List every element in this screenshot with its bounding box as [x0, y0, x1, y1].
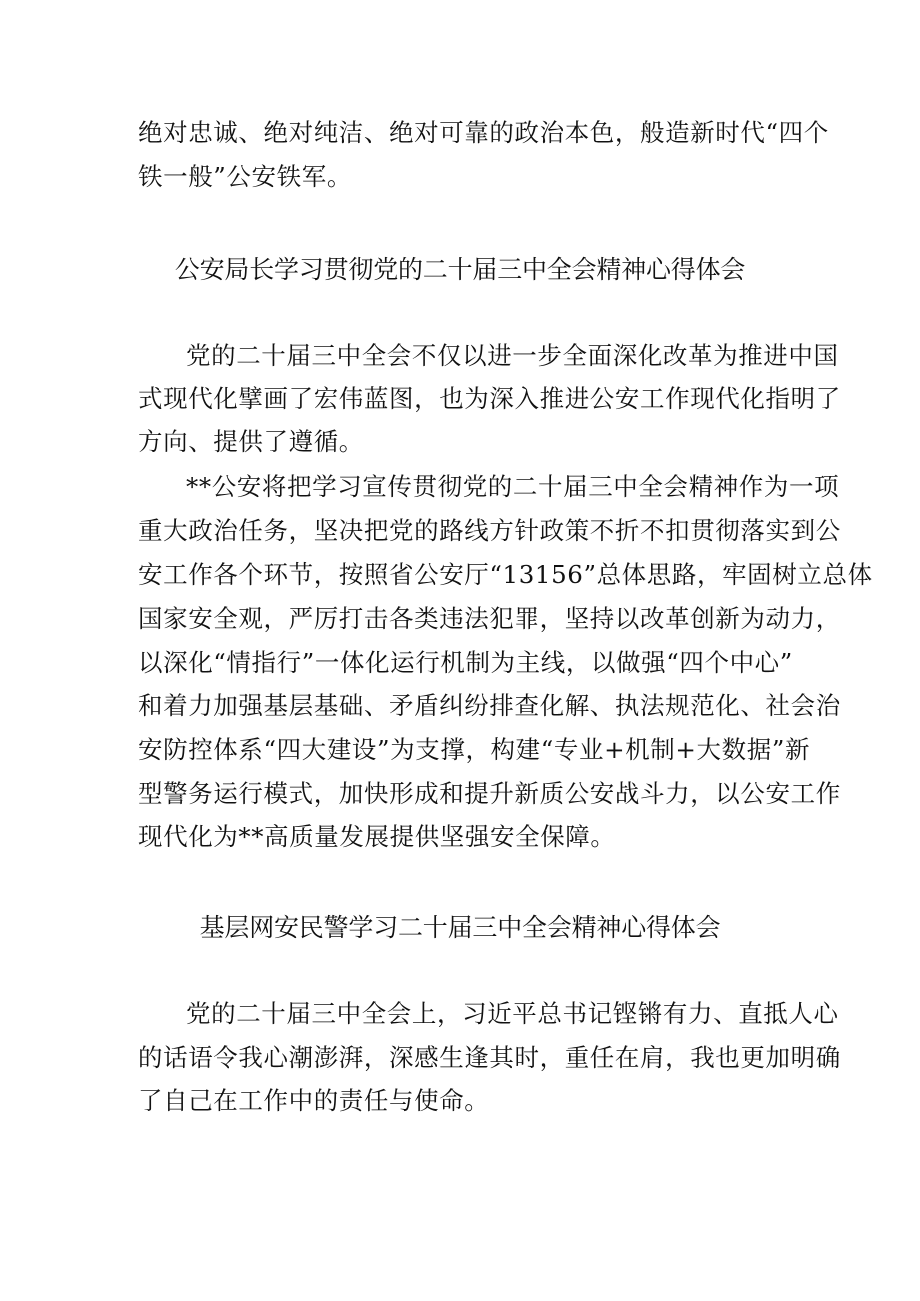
text-line: 国家安全观，严厉打击各类违法犯罪，坚持以改革创新为动力，	[138, 604, 841, 633]
text-line: 式现代化擘画了宏伟蓝图，也为深入推进公安工作现代化指明了	[138, 384, 841, 413]
text-line: 的话语令我心潮澎湃，深感生逢其时，重任在肩，我也更加明确	[138, 1043, 841, 1072]
text-line: 铁一般”公安铁军。	[138, 162, 352, 191]
text-line: 党的二十届三中全会不仅以进一步全面深化改革为推进中国	[186, 341, 839, 370]
text-line: 方向、提供了遵循。	[138, 427, 364, 456]
text-line: 安工作各个环节，按照省公安厅“13156”总体思路，牢固树立总体	[138, 560, 873, 589]
text-line: 安防控体系“四大建设”为支撑，构建“专业+机制+大数据”新	[138, 735, 811, 764]
text-line: **公安将把学习宣传贯彻党的二十届三中全会精神作为一项	[186, 472, 840, 501]
text-line: 重大政治任务，坚决把党的路线方针政策不折不扣贯彻落实到公	[138, 516, 841, 545]
text-line: 现代化为**高质量发展提供坚强安全保障。	[138, 822, 616, 851]
section-heading-cyber-police: 基层网安民警学习二十届三中全会精神心得体会	[199, 913, 721, 942]
text-line: 以深化“情指行”一体化运行机制为主线，以做强“四个中心”	[138, 648, 793, 677]
text-line: 了自己在工作中的责任与使命。	[138, 1086, 490, 1115]
section-heading-police-chief: 公安局长学习贯彻党的二十届三中全会精神心得体会	[174, 255, 746, 284]
text-line: 和着力加强基层基础、矛盾纠纷排查化解、执法规范化、社会治	[138, 691, 841, 720]
text-line: 型警务运行模式，加快形成和提升新质公安战斗力，以公安工作	[138, 779, 841, 808]
text-line: 党的二十届三中全会上，习近平总书记铿锵有力、直抵人心	[186, 999, 839, 1028]
text-line: 绝对忠诚、绝对纯洁、绝对可靠的政治本色，般造新时代“四个	[138, 118, 829, 147]
